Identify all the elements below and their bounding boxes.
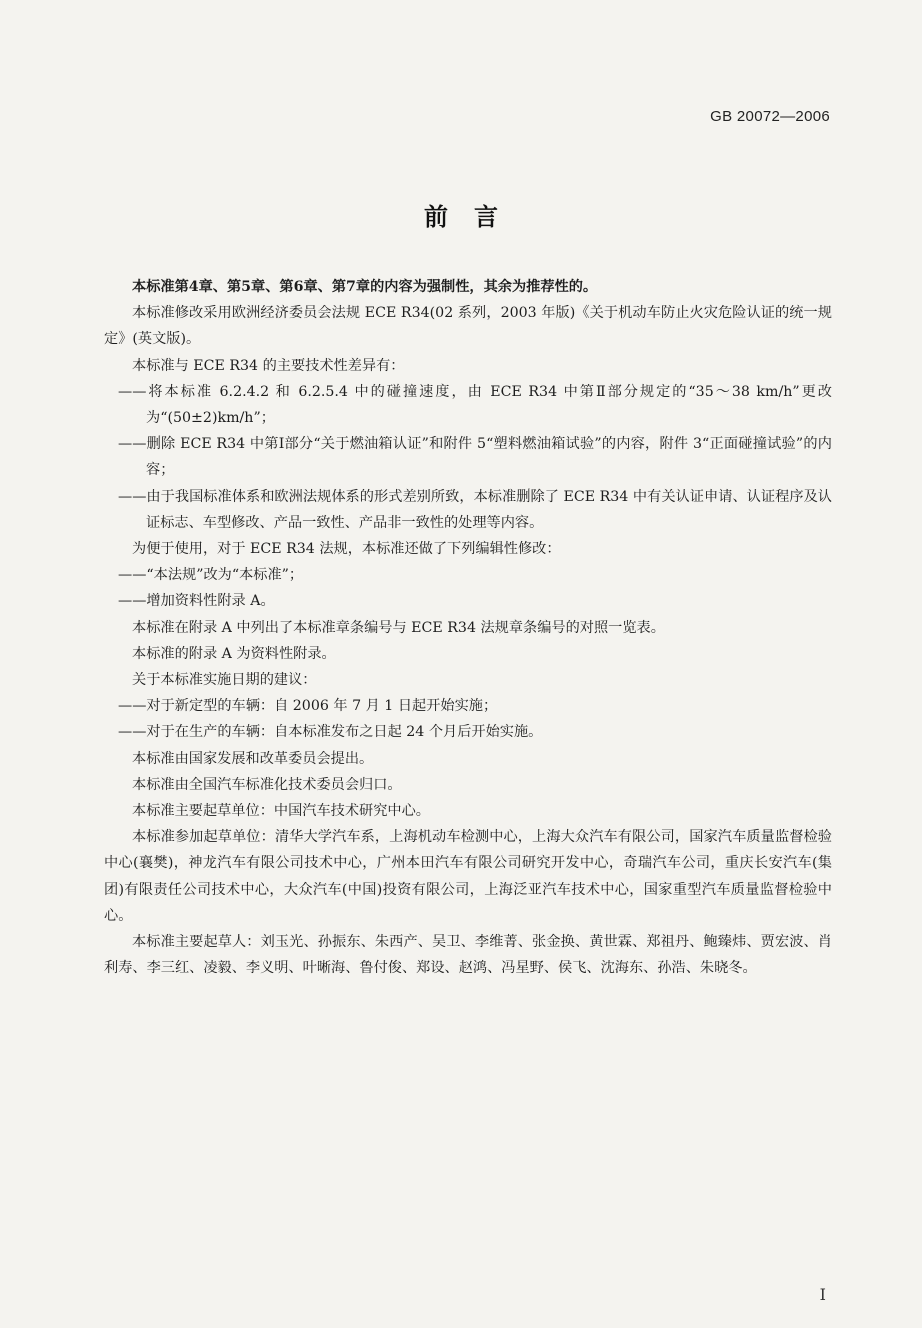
difference-item: ——由于我国标准体系和欧洲法规体系的形式差别所致，本标准删除了 ECE R34 中有关认证申请、认证程序及认证标志、车型修改、产品一致性、产品非一致性的处理等内容。: [118, 488, 832, 531]
page-number: I: [819, 1285, 826, 1304]
paragraph-drafters: 本标准主要起草人：刘玉光、孙振东、朱西产、吴卫、李维菁、张金换、黄世霖、郑祖丹、鲍臻炜、贾宏波、肖利寿、李三红、凌毅、李义明、叶晰海、鲁付俊、郑设、赵鸿、冯星野、侯飞、沈海东、孙浩、朱晓冬。: [104, 934, 832, 977]
paragraph-main-drafter: 本标准主要起草单位：中国汽车技术研究中心。: [132, 803, 430, 820]
difference-item: ——删除 ECE R34 中第Ⅰ部分“关于燃油箱认证”和附件 5“塑料燃油箱试验”的内容，附件 3“正面碰撞试验”的内容；: [118, 436, 832, 479]
implementation-item: ——对于在生产的车辆：自本标准发布之日起 24 个月后开始实施。: [118, 724, 543, 741]
paragraph-participating-units: 本标准参加起草单位：清华大学汽车系，上海机动车检测中心，上海大众汽车有限公司，国家汽车质量监督检验中心(襄樊)，神龙汽车有限公司技术中心，广州本田汽车有限公司研究开发中心，奇瑞汽车公司，重庆长安汽车(集团)有限责任公司技术中心，大众汽车(中国)投资有限公司，上海泛亚汽车技术中心，国家重型汽车质量监督检验中心。: [104, 829, 832, 924]
paragraph-differences-intro: 本标准与 ECE R34 的主要技术性差异有：: [132, 357, 405, 374]
editorial-item: ——“本法规”改为“本标准”；: [118, 567, 304, 584]
paragraph-adoption: 本标准修改采用欧洲经济委员会法规 ECE R34(02 系列，2003 年版)《关于机动车防止火灾危险认证的统一规定》(英文版)。: [104, 305, 832, 348]
difference-item: ——将本标准 6.2.4.2 和 6.2.5.4 中的碰撞速度，由 ECE R34 中第Ⅱ部分规定的“35～38 km/h”更改为“(50±2)km/h”；: [118, 383, 832, 427]
paragraph-editorial-intro: 为便于使用，对于 ECE R34 法规，本标准还做了下列编辑性修改：: [132, 541, 561, 558]
paragraph-proposer: 本标准由国家发展和改革委员会提出。: [132, 750, 374, 767]
preface-body: [104, 274, 832, 981]
standard-number: GB 20072—2006: [710, 108, 830, 125]
paragraph-mandatory-clause: 本标准第4章、第5章、第6章、第7章的内容为强制性，其余为推荐性的。: [132, 279, 598, 295]
page-title: 前言: [424, 203, 524, 231]
implementation-item: ——对于新定型的车辆：自 2006 年 7 月 1 日起开始实施；: [118, 698, 498, 715]
paragraph-implementation-intro: 关于本标准实施日期的建议：: [132, 672, 317, 689]
paragraph-technical-committee: 本标准由全国汽车标准化技术委员会归口。: [132, 776, 402, 793]
paragraph-annex-informative: 本标准的附录 A 为资料性附录。: [132, 645, 336, 662]
editorial-item: ——增加资料性附录 A。: [118, 593, 275, 610]
paragraph-annex-table: 本标准在附录 A 中列出了本标准章条编号与 ECE R34 法规章条编号的对照一览表。: [132, 619, 665, 636]
